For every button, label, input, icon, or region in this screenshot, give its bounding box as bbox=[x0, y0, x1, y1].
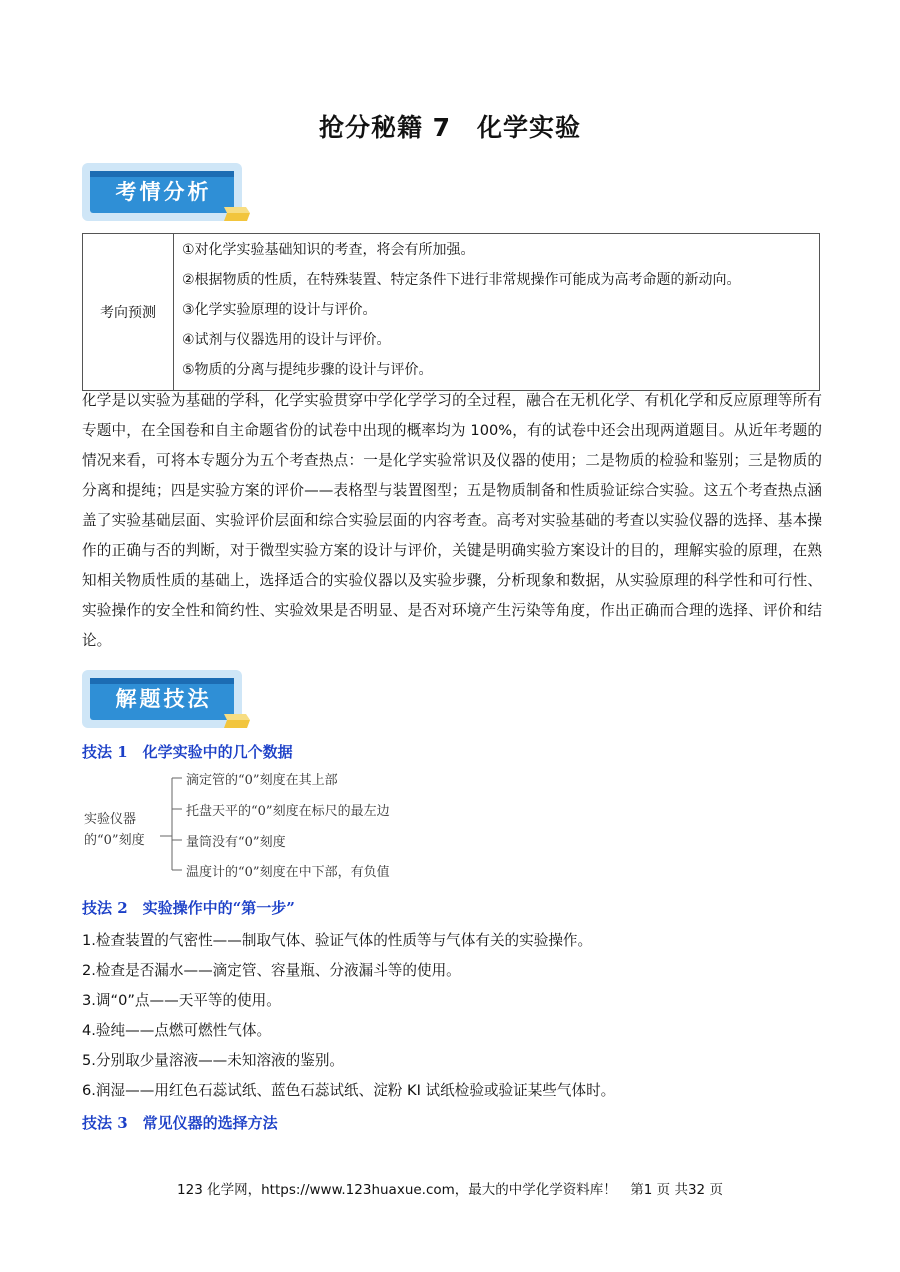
list-item: 1.检查装置的气密性——制取气体、验证气体的性质等与气体有关的实验操作。 bbox=[82, 932, 593, 949]
section-banner-techniques bbox=[82, 670, 252, 730]
diagram-root-line2: 的“0”刻度 bbox=[84, 833, 145, 848]
forecast-head: 考向预测 bbox=[83, 234, 174, 391]
section-banner-analysis bbox=[82, 163, 252, 223]
diagram-branch: 量筒没有“0”刻度 bbox=[186, 835, 286, 850]
forecast-item: ③化学实验原理的设计与评价。 bbox=[182, 302, 377, 318]
diagram-branch: 滴定管的“0”刻度在其上部 bbox=[186, 773, 338, 788]
list-item: 6.润湿——用红色石蕊试纸、蓝色石蕊试纸、淀粉 KI 试纸检验或验证某些气体时。 bbox=[82, 1082, 616, 1099]
intro-paragraph: 化学是以实验为基础的学科，化学实验贯穿中学化学学习的全过程，融合在无机化学、有机化学和反应原理等所有专题中，在全国卷和自主命题省份的试卷中出现的概率均为 100%，有的试卷中还会出现两道题目。从近年考题的情况来看，可将本专题分为五个考查热点：一是化学实验常识及仪器的使用；二是物质的检验和鉴别；三是物质的分离和提纯；四是实验方案的评价——表格型与装置图型；五是物质制备和性质验证综合实验。这五个考查热点涵盖了实验基础层面、实验评价层面和综合实验层面的内容考查。高考对实验基础的考查以实验仪器的选择、基本操作的正确与否的判断，对于微型实验方案的设计与评价，关键是明确实验方案设计的目的，理解实验的原理，在熟知相关物质性质的基础上，选择适合的实验仪器以及实验步骤，分析现象和数据，从实验原理的科学性和可行性、实验操作的安全性和简约性、实验效果是否明显、是否对环境产生污染等角度，作出正确而合理的选择、评价和结论。 bbox=[82, 392, 822, 649]
page-footer: 123 化学网，https://www.123huaxue.com，最大的中学化学资料库！ 第1 页 共32 页 bbox=[177, 1182, 723, 1198]
list-item: 2.检查是否漏水——滴定管、容量瓶、分液漏斗等的使用。 bbox=[82, 962, 461, 979]
forecast-item: ①对化学实验基础知识的考查，将会有所加强。 bbox=[182, 242, 475, 258]
list-item: 3.调“0”点——天平等的使用。 bbox=[82, 992, 281, 1009]
first-step-list bbox=[82, 926, 615, 1106]
page-title: 抢分秘籍 7 化学实验 bbox=[318, 113, 582, 142]
diagram-branch: 温度计的“0”刻度在中下部，有负值 bbox=[186, 865, 390, 880]
skill-2-heading: 技法 2 实验操作中的“第一步” bbox=[82, 899, 295, 917]
diagram-branch: 托盘天平的“0”刻度在标尺的最左边 bbox=[186, 804, 390, 819]
forecast-items bbox=[174, 234, 820, 391]
forecast-item: ②根据物质的性质，在特殊装置、特定条件下进行非常规操作可能成为高考命题的新动向。 bbox=[182, 272, 741, 288]
section-banner-label: 考情分析 bbox=[115, 180, 212, 204]
diagram-root-line1: 实验仪器 bbox=[84, 812, 137, 827]
forecast-item: ⑤物质的分离与提纯步骤的设计与评价。 bbox=[182, 362, 433, 378]
skill-1-heading: 技法 1 化学实验中的几个数据 bbox=[82, 743, 293, 761]
list-item: 4.验纯——点燃可燃性气体。 bbox=[82, 1022, 272, 1039]
section-banner-label: 解题技法 bbox=[115, 687, 212, 711]
zero-scale-diagram bbox=[82, 766, 442, 886]
skill-3-heading: 技法 3 常见仪器的选择方法 bbox=[82, 1114, 278, 1132]
forecast-item: ④试剂与仪器选用的设计与评价。 bbox=[182, 332, 391, 348]
list-item: 5.分别取少量溶液——未知溶液的鉴别。 bbox=[82, 1052, 345, 1069]
forecast-table bbox=[82, 233, 820, 391]
